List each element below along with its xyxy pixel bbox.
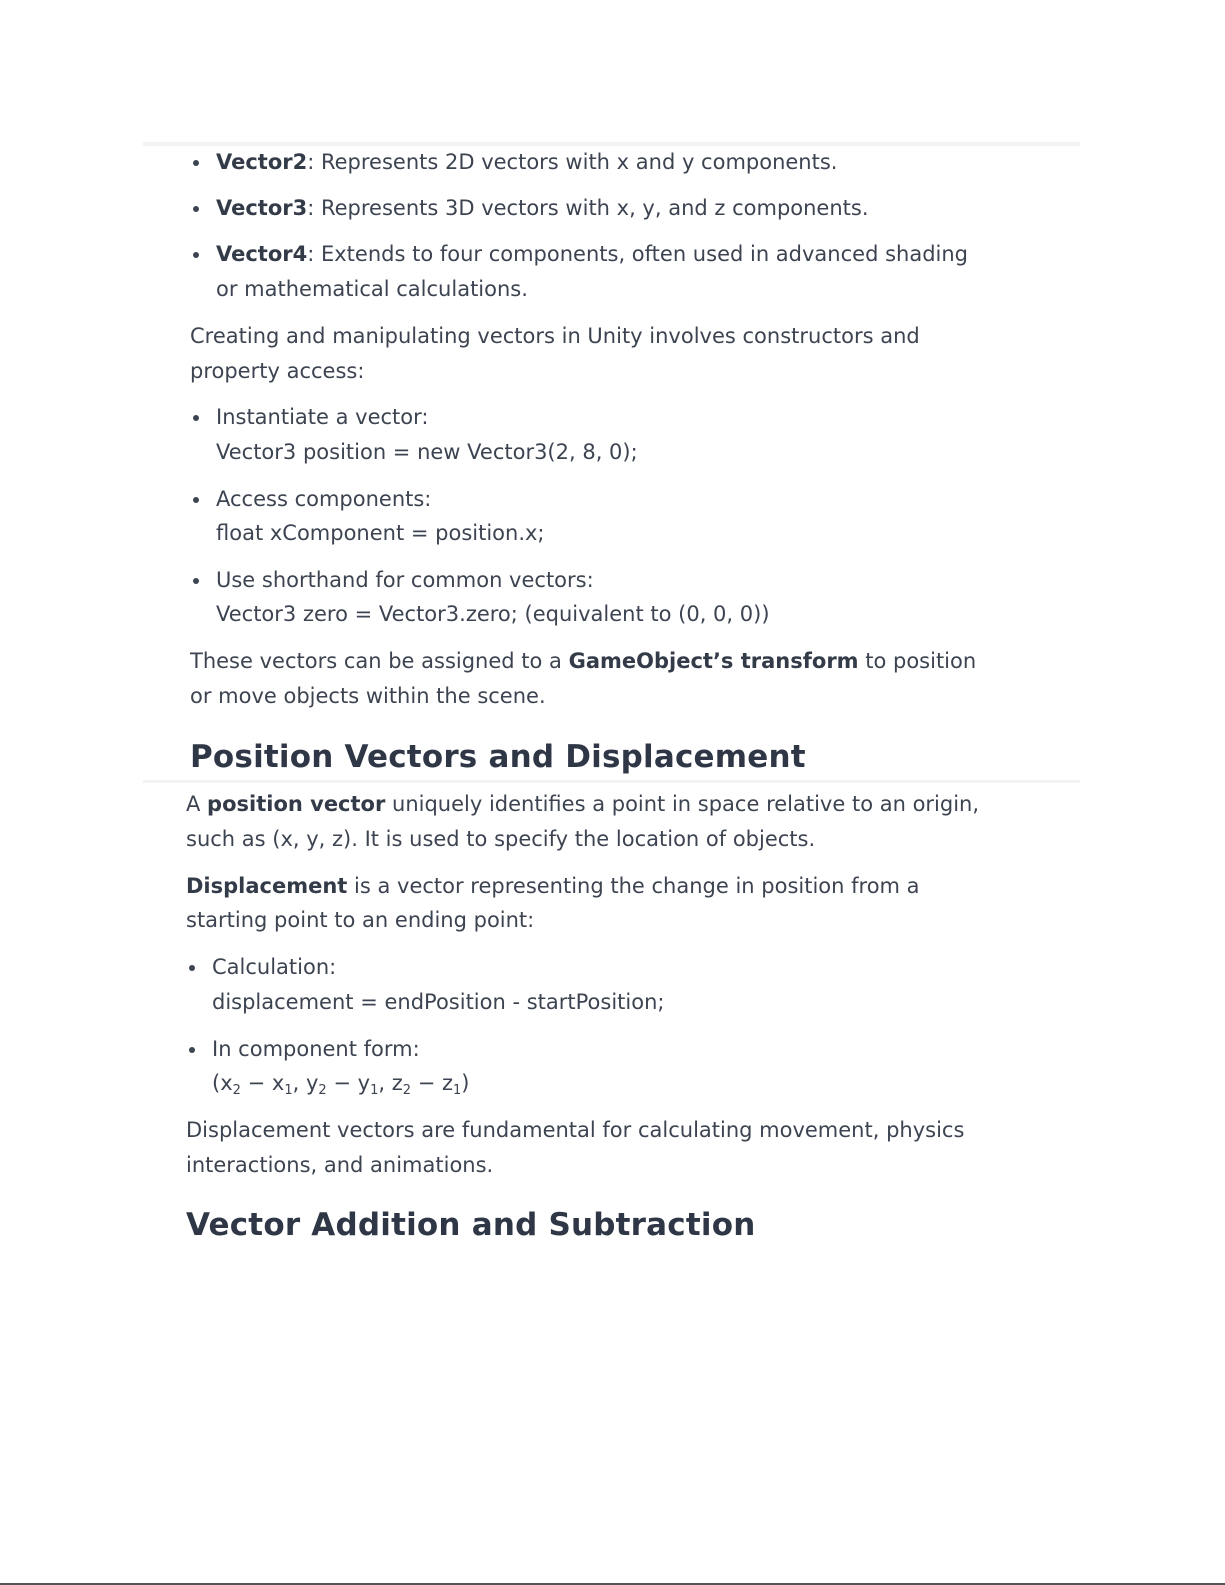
code-line: float xComponent = position.x;	[216, 521, 545, 545]
bold-term: position vector	[207, 792, 386, 816]
divider	[143, 780, 1080, 783]
section-heading: Position Vectors and Displacement	[190, 739, 806, 775]
paragraph-line: starting point to an ending point:	[186, 908, 535, 932]
bullet	[189, 1047, 195, 1053]
term-description: : Represents 3D vectors with x, y, and z components.	[307, 196, 869, 220]
paragraph-line: such as (x, y, z). It is used to specify the location of objects.	[186, 827, 816, 851]
paragraph-line: or move objects within the scene.	[190, 684, 546, 708]
paragraph-line	[190, 644, 976, 679]
bullet	[193, 206, 199, 212]
code-line: Vector3 position = new Vector3(2, 8, 0);	[216, 440, 638, 464]
bold-term: Displacement	[186, 874, 348, 898]
code-line: displacement = endPosition - startPosition;	[212, 990, 665, 1014]
list-item-label: Access components:	[216, 487, 432, 511]
list-item-continuation: or mathematical calculations.	[216, 277, 528, 301]
list-item-label: In component form:	[212, 1037, 420, 1061]
section-heading: Vector Addition and Subtraction	[186, 1207, 756, 1243]
bullet	[193, 578, 199, 584]
bullet	[189, 965, 195, 971]
bullet	[193, 415, 199, 421]
code-line: Vector3 zero = Vector3.zero; (equivalent to (0, 0, 0))	[216, 602, 770, 626]
text: A	[186, 792, 208, 816]
text: to position	[858, 649, 977, 673]
paragraph-line: Creating and manipulating vectors in Unity involves constructors and	[190, 324, 920, 348]
text: These vectors can be assigned to a	[190, 649, 569, 673]
paragraph-line: Displacement vectors are fundamental for calculating movement, physics	[186, 1118, 965, 1142]
list-item-label: Calculation:	[212, 955, 337, 979]
list-item	[216, 191, 869, 226]
bullet	[193, 497, 199, 503]
list-item	[216, 145, 837, 180]
list-item-label: Instantiate a vector:	[216, 405, 429, 429]
term-description: : Represents 2D vectors with x and y components.	[307, 150, 838, 174]
term-vector4: Vector4	[216, 242, 308, 266]
paragraph-line: property access:	[190, 359, 365, 383]
list-item	[216, 237, 968, 272]
text: is a vector representing the change in position from a	[347, 874, 920, 898]
paragraph-line: interactions, and animations.	[186, 1153, 494, 1177]
paragraph-line	[186, 787, 979, 822]
term-vector2: Vector2	[216, 150, 308, 174]
bold-term: GameObject’s transform	[568, 649, 859, 673]
paragraph-line	[186, 869, 920, 904]
component-formula: ($x_2 - x_1$, $y_2 - y_1$, $z_2 - z_1$)	[212, 1071, 470, 1098]
term-vector3: Vector3	[216, 196, 308, 220]
bullet	[193, 252, 199, 258]
text: uniquely identifies a point in space relative to an origin,	[385, 792, 980, 816]
term-description: : Extends to four components, often used in advanced shading	[307, 242, 969, 266]
bullet	[193, 160, 199, 166]
list-item-label: Use shorthand for common vectors:	[216, 568, 594, 592]
